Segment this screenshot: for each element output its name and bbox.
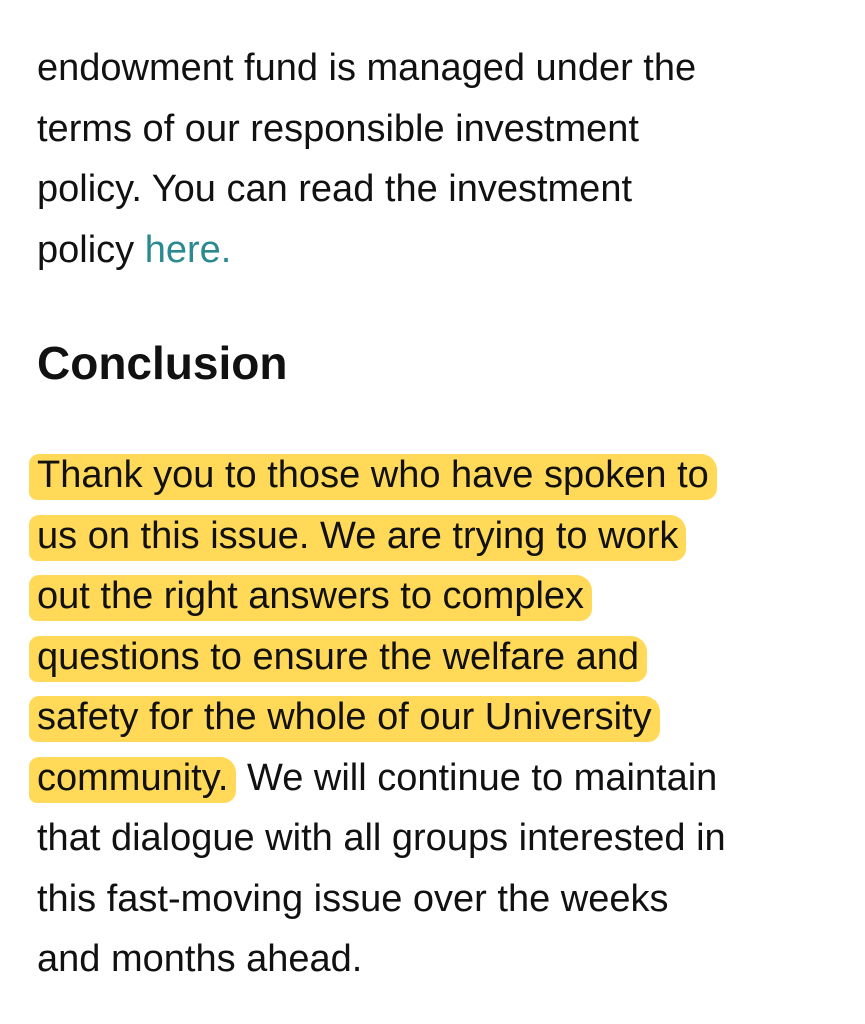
- section-heading: Conclusion: [37, 337, 288, 389]
- conclusion-line: [37, 687, 837, 748]
- conclusion-line: [37, 748, 837, 809]
- conclusion-paragraph: [37, 445, 837, 990]
- article-body: [37, 38, 837, 980]
- investment-policy-link[interactable]: here.: [144, 228, 232, 271]
- intro-paragraph: [37, 38, 837, 280]
- intro-line: policy. You can read the investment: [37, 168, 633, 210]
- highlighted-text: safety for the whole of our University: [29, 696, 660, 742]
- conclusion-line: [37, 445, 837, 506]
- intro-line: terms of our responsible investment: [37, 107, 639, 150]
- highlighted-text: us on this issue. We are trying to work: [29, 515, 686, 561]
- conclusion-line: this fast-moving issue over the weeks: [37, 877, 669, 920]
- highlighted-text: out the right answers to complex: [29, 575, 592, 621]
- highlighted-text: community.: [29, 757, 236, 803]
- conclusion-line: [37, 566, 837, 627]
- highlighted-text: questions to ensure the welfare and: [29, 636, 647, 682]
- intro-line-last: [37, 220, 837, 281]
- intro-line: endowment fund is managed under the: [37, 47, 697, 89]
- conclusion-line: [37, 627, 837, 688]
- highlighted-text: Thank you to those who have spoken to: [29, 454, 717, 500]
- intro-last-prefix: policy: [37, 228, 145, 271]
- conclusion-line: and months ahead.: [37, 938, 363, 980]
- conclusion-line: that dialogue with all groups interested in: [37, 817, 726, 859]
- conclusion-text: We will continue to maintain: [236, 756, 718, 799]
- conclusion-line: [37, 506, 837, 567]
